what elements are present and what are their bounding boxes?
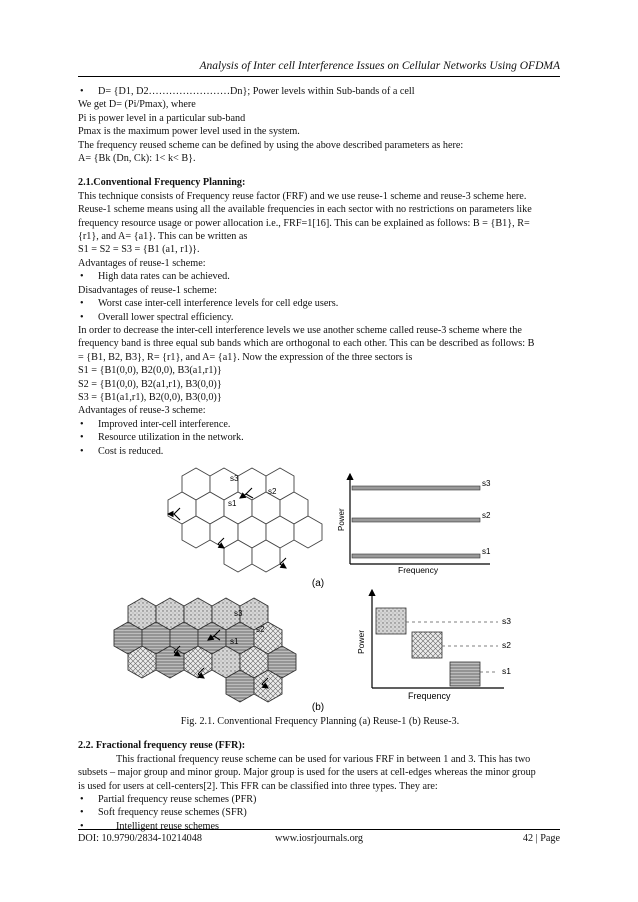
- paragraph-line: frequency band is three equal sub bands which are orthogonal to each other. This can be described as follows: B: [78, 338, 535, 350]
- intro-line: We get D= (Pi/Pmax), where: [78, 99, 196, 111]
- axis-frequency-a: Frequency: [398, 564, 439, 575]
- header-rule: [78, 76, 560, 77]
- figure-2-1: [78, 466, 562, 712]
- sector-label-s1-a: s1: [228, 498, 237, 508]
- paragraph-line: subsets – major group and minor group. Major group is used for the users at cell-edges whereas the minor group: [78, 767, 536, 779]
- power-level-s1-a: s1: [482, 546, 491, 556]
- paragraph-line: This technique consists of Frequency reuse factor (FRF) and we use reuse-1 scheme and reuse-3 scheme here.: [78, 190, 527, 202]
- list-item: • High data rates can be achieved.: [78, 270, 562, 283]
- axis-power-b: Power: [356, 629, 366, 654]
- reuse1-hex-grid: [168, 468, 322, 572]
- section-2-2-heading: 2.2. Fractional frequency reuse (FFR):: [78, 740, 246, 752]
- paragraph-line: In order to decrease the inter-cell interference levels we use another scheme called reuse-3 scheme where the: [78, 324, 522, 336]
- advantages-reuse3-label: Advantages of reuse-3 scheme:: [78, 405, 206, 417]
- figure-caption-prefix: Fig. 2.1.: [180, 715, 215, 727]
- paragraph-line: is used for users at cell-centers[2]. This FFR can be classified into three types. They are:: [78, 780, 438, 792]
- reuse3-equation: S3 = {B1(a1,r1), B2(0,0), B3(0,0)}: [78, 391, 222, 403]
- footer-doi: DOI: 10.9790/2834-10214048: [78, 833, 202, 844]
- paragraph-line: This fractional frequency reuse scheme can be used for various FRF in between 1 and 3. This has two: [116, 753, 531, 765]
- power-level-s2-b: s2: [502, 639, 511, 650]
- section-2-1-heading: 2.1.Conventional Frequency Planning:: [78, 177, 246, 189]
- intro-line: Pi is power level in a particular sub-band: [78, 112, 246, 124]
- list-item: • Overall lower spectral efficiency.: [78, 311, 562, 324]
- sector-label-s3-b: s3: [234, 608, 243, 618]
- axis-power-a: Power: [337, 508, 346, 531]
- paragraph-line: frequency resource usage or power allocation i.e., FRF=1[16]. This can be explained as follows: B = {B1}, R=: [78, 217, 530, 229]
- reuse3-hex-grid: [114, 598, 296, 702]
- footer-site: www.iosrjournals.org: [274, 833, 363, 844]
- running-title: Analysis of Inter cell Interference Issues on Cellular Networks Using OFDMA: [199, 60, 560, 72]
- disadvantages-reuse1-label: Disadvantages of reuse-1 scheme:: [78, 284, 217, 296]
- intro-line: A= {Bk (Dn, Ck): 1< k< B}.: [78, 153, 196, 165]
- sector-label-s2-b: s2: [256, 624, 265, 634]
- figure-label-b: (b): [311, 701, 325, 712]
- list-item: • Improved inter-cell interference.: [78, 418, 562, 431]
- paragraph-line: Reuse-1 scheme means using all the available frequencies in each sector with no restrictions on parameters like: [78, 204, 532, 216]
- power-level-s1-b: s1: [502, 665, 511, 676]
- axis-frequency-b: Frequency: [408, 690, 451, 701]
- list-item: • Partial frequency reuse schemes (PFR): [78, 793, 562, 806]
- intro-line: Pmax is the maximum power level used in the system.: [78, 126, 300, 138]
- sector-label-s2-a: s2: [268, 486, 277, 496]
- power-level-s3-b: s3: [502, 615, 511, 626]
- figure-caption-text: Conventional Frequency Planning (a) Reuse-1 (b) Reuse-3.: [214, 715, 460, 727]
- figure-graphic: [78, 466, 562, 712]
- reuse3-power-plot: [356, 590, 511, 701]
- advantages-reuse1-label: Advantages of reuse-1 scheme:: [78, 257, 206, 269]
- intro-line: The frequency reused scheme can be defined by using the above described parameters as here:: [78, 139, 464, 151]
- sector-label-s1-b: s1: [230, 636, 239, 646]
- page-body: [78, 85, 562, 833]
- list-item: • Soft frequency reuse schemes (SFR): [78, 806, 562, 819]
- power-level-s2-a: s2: [482, 510, 491, 520]
- paragraph-line: = {B1, B2, B3}, R= {r1}, and A= {a1}. Now the expression of the three sectors is: [78, 351, 413, 363]
- reuse1-power-plot: [337, 474, 491, 575]
- footer-page-number: 42 | Page: [522, 833, 560, 844]
- list-item: • Resource utilization in the network.: [78, 431, 562, 444]
- power-level-s3-a: s3: [482, 478, 491, 488]
- figure-caption: [78, 715, 562, 728]
- list-item: • Cost is reduced.: [78, 445, 562, 458]
- list-item: • Intelligent reuse schemes: [78, 820, 562, 833]
- reuse3-equation: S2 = {B1(0,0), B2(a1,r1), B3(0,0)}: [78, 378, 222, 390]
- paragraph-line: {r1}, and A= {a1}. This can be written as: [78, 231, 248, 243]
- footer-rule: [78, 829, 560, 830]
- list-item: • Worst case inter-cell interference levels for cell edge users.: [78, 297, 562, 310]
- reuse1-equation: S1 = S2 = S3 = {B1 (a1, r1)}.: [78, 244, 200, 256]
- sector-label-s3-a: s3: [230, 473, 239, 483]
- reuse3-equation: S1 = {B1(0,0), B2(0,0), B3(a1,r1)}: [78, 365, 222, 377]
- bullet-d-definition: • D= {D1, D2……………………Dn}; Power levels within Sub-bands of a cell: [78, 85, 562, 98]
- figure-label-a: (a): [311, 577, 325, 589]
